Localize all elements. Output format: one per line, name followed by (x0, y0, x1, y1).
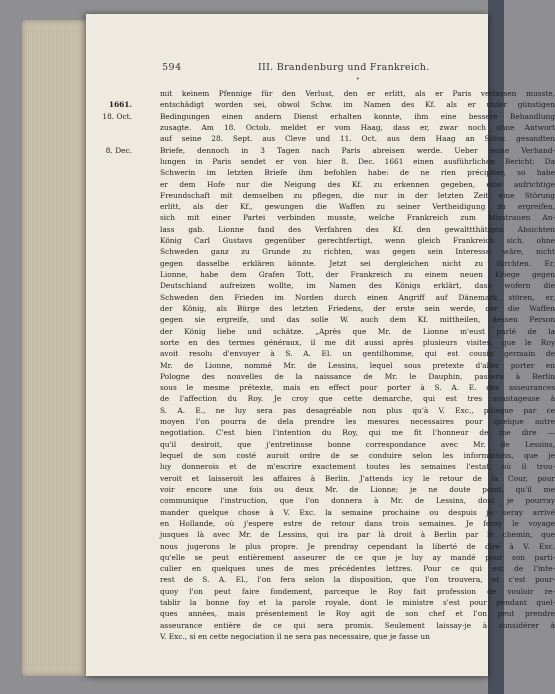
text-line: lungen in Paris sendet er von hier 8. Dec. 1661 einen ausführlichen Bericht: Da (160, 156, 555, 166)
text-line: Bedingungen einen andern Dienst erhalten konnte, ihm eine bessere Behandlung (160, 111, 555, 121)
text-line: lequel de son costé auroit ordre de se conduire selon les informations, que je (160, 451, 555, 460)
text-line: culier en quelques unes de mes précédentes lettres. Pour ce qui est de l'inte- (160, 564, 555, 574)
text-line: Freundschaft mit demselben zu pflegen, die nur in der letzten Zeit eine Störung (160, 190, 555, 200)
text-line: S. A. E., ne luy sera pas desagréable non plus qu'à V. Exc., puisque par ce (160, 405, 555, 415)
body-text (102, 88, 555, 642)
text-line: voir encore une fois ou deux Mr. de Lionne; je ne doute point, qu'il me (160, 484, 555, 494)
text-line: rest de S. A. El., l'on fera selon la disposition, que l'on trouvera, et c'est pour- (160, 575, 555, 585)
text-line: gegen sie ergreife, und das solle W. auch dem Kf. mittheilen, dessen Person (160, 315, 555, 325)
text-line: König Carl Gustavs gegenüber gerechtfertigt, wenn gleich Frankreich sich, ohne (160, 236, 555, 246)
text-line: sich mit einer Partei verbinden musste, welche Frankreich zum Misstrauen An- (160, 213, 555, 223)
text-line: de l'affection du Roy. Je croy que cette demarche, qui est tres avantageuse à (160, 394, 555, 404)
text-line: er dem Hofe nur die Neigung des Kf. zu erkennen gegeben, eine aufrichtige (160, 179, 555, 189)
text-line: asseurance entière de ce qui sera promis. Seulement laissay-je à considérer à (160, 620, 555, 630)
text-line: qu'il desiroit, que j'entretinsse bonne correspondance avec Mr. de Lessins, (160, 439, 555, 449)
text-line: Schwerin im letzten Briefe ihm befohlen habe: de ne rien précipiter, so habe (160, 168, 555, 178)
text-line: mit keinem Pfennige für den Verlust, den er erlitt, als er Paris verlassen musste, (160, 89, 555, 98)
text-line: sorte en des termes généraux, il me dit aussi après plusieurs visites, que le Roy (160, 337, 555, 347)
text-line: gegen dasselbe erklären könnte. Jetzt sei dergleichen nicht zu fürchten. Er, (160, 258, 555, 268)
text-line: zusagte. Am 18. Octob. meldet er vom Haag, dass er, zwar noch ohne Antwort (160, 122, 555, 132)
text-line: Deutschland aufreizen wollte, im Namen des Königs erklärt, dass wofern die (160, 281, 555, 291)
text-line: Mr. de Lionne, nommé Mr. de Lessins, lequel sous pretexte d'aller porter en (160, 360, 555, 370)
signature-mark: • (356, 76, 360, 83)
text-line: quoy l'on peut faire fondement, parceque le Roy fait profession de vouloir re- (160, 586, 555, 596)
text-line: auf seine 28. Sept. aus Cleve und 11. Oct. aus dem Haag an Schw. gesandten (160, 134, 555, 144)
book-page-edges (22, 20, 90, 676)
text-line: communique l'instruction, que l'on donnera à Mr. de Lessins, dont je pourray (160, 496, 555, 506)
text-line: nous jugerons le plus propre. Je prendray cependant la liberté de dire à V. Exc. (160, 541, 555, 551)
text-line: der König liebe und schätze. „Après que Mr. de Lionne m'eust parlé de la (160, 326, 555, 336)
text-line: lass gab. Lionne fand des Verfahren des Kf. den gewalttthätigen Absichten (160, 224, 555, 234)
text-line: negotiation. C'est bien l'intention du Roy, qui me fit l'honneur de me dire — (160, 428, 555, 438)
margin-date-note: 8. Dec. (105, 145, 132, 155)
text-line: entschädigt worden sei, obwol Schw. im Namen des Kf. als er unter günstigen (160, 100, 555, 110)
text-line: Briefe, dennoch in 3 Tagen nach Paris abreisen werde. Ueber seine Verhand- (160, 145, 555, 155)
text-line: luy donnerois et de m'escrire exactement toutes les semaines l'estat, où il trou- (160, 462, 555, 472)
text-line: der König, als Bürge des letzten Friedens, der erste sein werde, der die Waffen (160, 303, 555, 313)
text-line: Lionne, habe dem Grafen Tott, der Frankreich zu einem neuen Kriege gegen (160, 270, 555, 279)
text-line: ques années, mais présentement le Roy agit de son chef et l'on peut prendre (160, 609, 555, 619)
text-line: erlitt, als der Kf., gewungen die Waffen zu seiner Vertheidigung zu ergreifen, (160, 202, 555, 212)
text-line: V. Exc., si en cette negociation il ne sera pas necessaire, que je fasse un (160, 632, 430, 641)
text-line: Pologne des nouvelles de la naissance de Mr. le Dauphin, passera à Berlin (160, 371, 555, 381)
text-line: jusques là avec Mr. de Lessins, qui ira par là droit à Berlin par le chemin, que (160, 530, 555, 540)
margin-date-note: 18. Oct. (102, 111, 132, 121)
text-line: moyen l'on pourra de dela prendre les mesures necessaires pour quelque autre (160, 417, 555, 427)
text-line: veroit et laisseroit les affaires à Berlin. J'attends icy le retour de la Cour, pour (160, 473, 555, 483)
text-line: qu'elle se peut entièrement asseurer de ce que je luy ay mandé pour son parti- (160, 552, 555, 562)
text-line: Schweden ganz zu Grunde zu richten, was gegen sein Interesse wäre, nicht (160, 247, 555, 257)
book-page (86, 14, 555, 676)
text-line: sous le mesme prétexte, mais en effect pour porter à S. A. E. des asseurances (160, 383, 555, 393)
text-line: Schweden den Frieden im Norden durch einen Angriff auf Dänemark stören, er, (160, 292, 555, 302)
text-line: tablir la bonne foy et la parole royale, dont le ministre s'est pour pendant quel- (160, 598, 555, 608)
page-number: 594 (162, 62, 182, 73)
text-line: en Hollande, où j'espere estre de retour dans trois semaines. Je feray le voyage (160, 518, 555, 528)
text-line: mander quelque chose à V. Exc. la semaine prochaine ou despuis je seray arrivé (160, 507, 555, 517)
margin-date-note: 1661. (108, 100, 132, 110)
text-line: avoit resolu d'envoyer à S. A. El. un gentilhomme, qui est cousin germain de (160, 349, 555, 359)
running-title: III. Brandenburg und Frankreich. (258, 62, 430, 73)
